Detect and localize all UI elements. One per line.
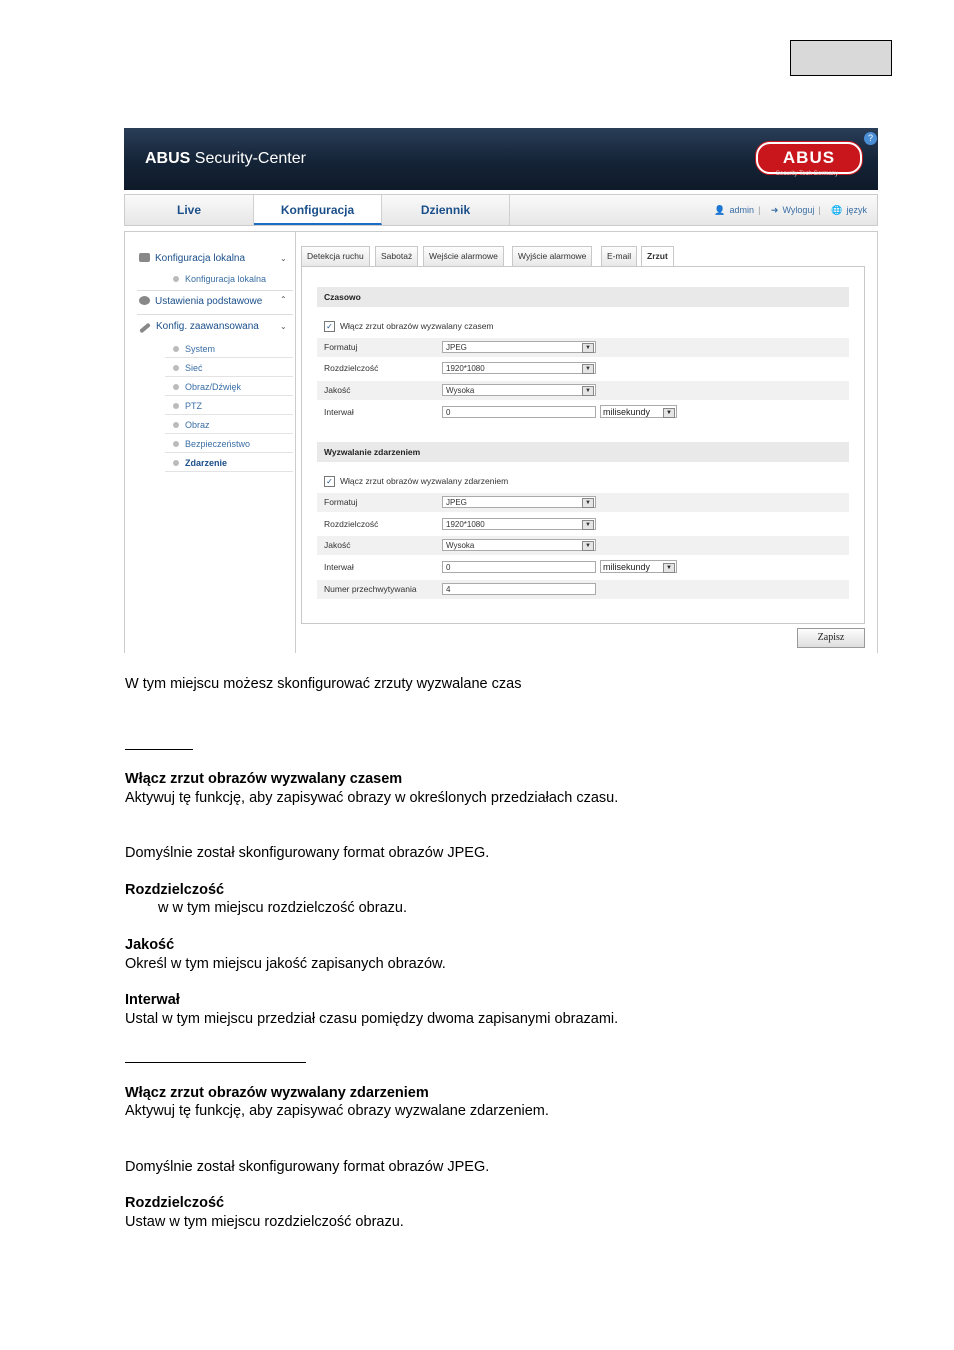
screenshot — [124, 128, 878, 653]
dropdown-arrow-icon: ▼ — [582, 498, 594, 508]
event-quality-label: Jakość — [324, 540, 351, 550]
event-enable-checkbox[interactable]: ✓ — [324, 476, 335, 487]
subtab-email[interactable]: E-mail — [601, 246, 637, 267]
timed-resolution-select[interactable] — [442, 362, 596, 374]
heading-timed-enable: Włącz zrzut obrazów wyzwalany czasem — [125, 771, 403, 787]
timed-enable-checkbox[interactable]: ✓ — [324, 321, 335, 332]
header-banner — [124, 128, 878, 190]
timed-quality-value: Wysoka — [446, 386, 475, 395]
timed-interval-row — [317, 403, 849, 422]
chevron-down-icon[interactable]: ⌄ — [280, 254, 287, 263]
text-timed-interval: Ustal w tym miejscu przedział czasu pomiędzy dwoma zapisanymi obrazami. — [125, 1011, 619, 1027]
subtab-alarm-input[interactable]: Wejście alarmowe — [423, 246, 504, 267]
event-capture-row — [317, 580, 849, 599]
timed-interval-unit-select[interactable] — [600, 405, 677, 418]
text-timed-resolution: w w tym miejscu rozdzielczość obrazu. — [158, 900, 407, 916]
event-interval-unit-value: milisekundy — [603, 562, 651, 572]
timed-interval-input[interactable]: 0 — [442, 406, 596, 418]
save-button[interactable]: Zapisz — [797, 628, 865, 648]
sidebar-basic-settings-label: Ustawienia podstawowe — [155, 296, 263, 307]
tab-live[interactable]: Live — [125, 195, 254, 225]
timed-format-row — [317, 338, 849, 357]
event-capture-input[interactable]: 4 — [442, 583, 596, 595]
heading-underline-timed — [125, 749, 193, 750]
wrench-icon — [139, 323, 151, 334]
sidebar-item-video-audio[interactable]: Obraz/Dźwięk — [165, 382, 293, 396]
event-format-value: JPEG — [446, 498, 467, 507]
timed-resolution-row — [317, 359, 849, 378]
timed-quality-label: Jakość — [324, 385, 351, 395]
sidebar-item-network[interactable]: Sieć — [165, 363, 293, 377]
dropdown-arrow-icon: ▼ — [582, 520, 594, 530]
sidebar-item-ptz[interactable]: PTZ — [165, 401, 293, 415]
event-section-title: Wyzwalanie zdarzeniem — [317, 442, 849, 462]
timed-enable-label: Włącz zrzut obrazów wyzwalany czasem — [340, 321, 494, 331]
sidebar-item-local-config[interactable]: Konfiguracja lokalna — [165, 274, 293, 287]
event-quality-value: Wysoka — [446, 541, 475, 550]
logo-subtitle: Security Tech Germany — [775, 171, 839, 177]
heading-timed-interval: Interwał — [125, 992, 180, 1008]
content-area — [124, 231, 878, 653]
sidebar-item-system[interactable]: System — [165, 344, 293, 358]
abus-logo — [756, 142, 862, 174]
monitor-icon — [139, 253, 150, 262]
tab-konfiguracja[interactable]: Konfiguracja — [254, 195, 382, 225]
settings-icon — [139, 296, 150, 305]
subtab-alarm-output[interactable]: Wyjście alarmowe — [512, 246, 592, 267]
brand-bold: ABUS — [145, 150, 191, 167]
event-quality-select[interactable] — [442, 539, 596, 551]
timed-resolution-label: Rozdzielczość — [324, 363, 379, 373]
timed-quality-select[interactable] — [442, 384, 596, 396]
text-event-format: Domyślnie został skonfigurowany format obrazów JPEG. — [125, 1159, 490, 1175]
dropdown-arrow-icon: ▼ — [582, 541, 594, 551]
language-link[interactable]: język — [846, 205, 867, 215]
sidebar-local-config-label: Konfiguracja lokalna — [155, 253, 246, 264]
help-icon[interactable]: ? — [864, 132, 877, 145]
event-resolution-row — [317, 515, 849, 534]
heading-event-enable: Włącz zrzut obrazów wyzwalany zdarzeniem — [125, 1085, 429, 1101]
event-quality-row — [317, 536, 849, 555]
event-interval-row — [317, 558, 849, 577]
sidebar — [125, 232, 296, 653]
sidebar-item-security[interactable]: Bezpieczeństwo — [165, 439, 293, 453]
timed-format-select[interactable] — [442, 341, 596, 353]
dropdown-arrow-icon: ▼ — [663, 408, 675, 418]
sidebar-advanced[interactable] — [139, 321, 259, 332]
subtab-snapshot[interactable]: Zrzut — [641, 246, 674, 267]
timed-section-title: Czasowo — [317, 287, 849, 307]
dropdown-arrow-icon: ▼ — [582, 343, 594, 353]
subtab-tamper[interactable]: Sabotaż — [375, 246, 418, 267]
chevron-down-icon-2[interactable]: ⌄ — [280, 322, 287, 331]
timed-interval-unit-value: milisekundy — [603, 407, 651, 417]
snapshot-panel — [301, 266, 865, 624]
event-interval-unit-select[interactable] — [600, 560, 677, 573]
main-nav — [124, 194, 878, 226]
sidebar-local-config[interactable] — [139, 253, 245, 264]
event-format-label: Formatuj — [324, 497, 358, 507]
heading-underline-event — [125, 1062, 306, 1063]
event-enable-row — [317, 472, 849, 491]
user-link[interactable]: admin — [729, 205, 755, 215]
brand-title — [145, 150, 306, 168]
tab-dziennik[interactable]: Dziennik — [382, 195, 510, 225]
heading-event-resolution: Rozdzielczość — [125, 1195, 225, 1211]
logout-link[interactable]: Wyloguj — [782, 205, 815, 215]
text-timed-format: Domyślnie został skonfigurowany format obrazów JPEG. — [125, 845, 490, 861]
event-enable-label: Włącz zrzut obrazów wyzwalany zdarzeniem — [340, 476, 509, 486]
sidebar-advanced-label: Konfig. zaawansowana — [156, 321, 259, 332]
event-format-select[interactable] — [442, 496, 596, 508]
text-timed-enable: Aktywuj tę funkcję, aby zapisywać obrazy w określonych przedziałach czasu. — [125, 790, 619, 806]
event-interval-label: Interwał — [324, 562, 354, 572]
sidebar-basic-settings[interactable] — [139, 296, 262, 307]
timed-quality-row — [317, 381, 849, 400]
text-timed-quality: Określ w tym miejscu jakość zapisanych obrazów. — [125, 956, 446, 972]
timed-format-label: Formatuj — [324, 342, 358, 352]
event-interval-input[interactable]: 0 — [442, 561, 596, 573]
timed-interval-label: Interwał — [324, 407, 354, 417]
dropdown-arrow-icon: ▼ — [582, 386, 594, 396]
heading-timed-resolution: Rozdzielczość — [125, 882, 225, 898]
timed-resolution-value: 1920*1080 — [446, 364, 485, 373]
event-capture-label: Numer przechwytywania — [324, 584, 417, 594]
user-icon: 👤 — [714, 205, 726, 215]
logout-icon: ➜ — [770, 205, 779, 215]
heading-timed-quality: Jakość — [125, 937, 175, 953]
timed-format-value: JPEG — [446, 343, 467, 352]
chevron-up-icon[interactable]: ⌃ — [280, 295, 287, 304]
logo-text: ABUS — [782, 148, 836, 167]
globe-icon: 🌐 — [831, 205, 843, 215]
text-event-enable: Aktywuj tę funkcję, aby zapisywać obrazy wyzwalane zdarzeniem. — [125, 1103, 549, 1119]
sidebar-item-event[interactable]: Zdarzenie — [165, 458, 293, 472]
event-resolution-select[interactable] — [442, 518, 596, 530]
dropdown-arrow-icon: ▼ — [582, 364, 594, 374]
sidebar-item-image[interactable]: Obraz — [165, 420, 293, 434]
event-format-row — [317, 493, 849, 512]
timed-enable-row — [317, 317, 849, 336]
event-resolution-value: 1920*1080 — [446, 520, 485, 529]
user-links: 👤 admin | ➜ Wyloguj | 🌐 język — [714, 205, 867, 215]
dropdown-arrow-icon: ▼ — [663, 563, 675, 573]
event-resolution-label: Rozdzielczość — [324, 519, 379, 529]
subtab-motion-detection[interactable]: Detekcja ruchu — [301, 246, 370, 267]
text-event-resolution: Ustaw w tym miejscu rozdzielczość obrazu. — [125, 1214, 404, 1230]
page-number-box — [790, 40, 892, 76]
brand-rest: Security-Center — [190, 150, 306, 167]
intro-text: W tym miejscu możesz skonfigurować zrzuty wyzwalane czas — [125, 676, 522, 692]
